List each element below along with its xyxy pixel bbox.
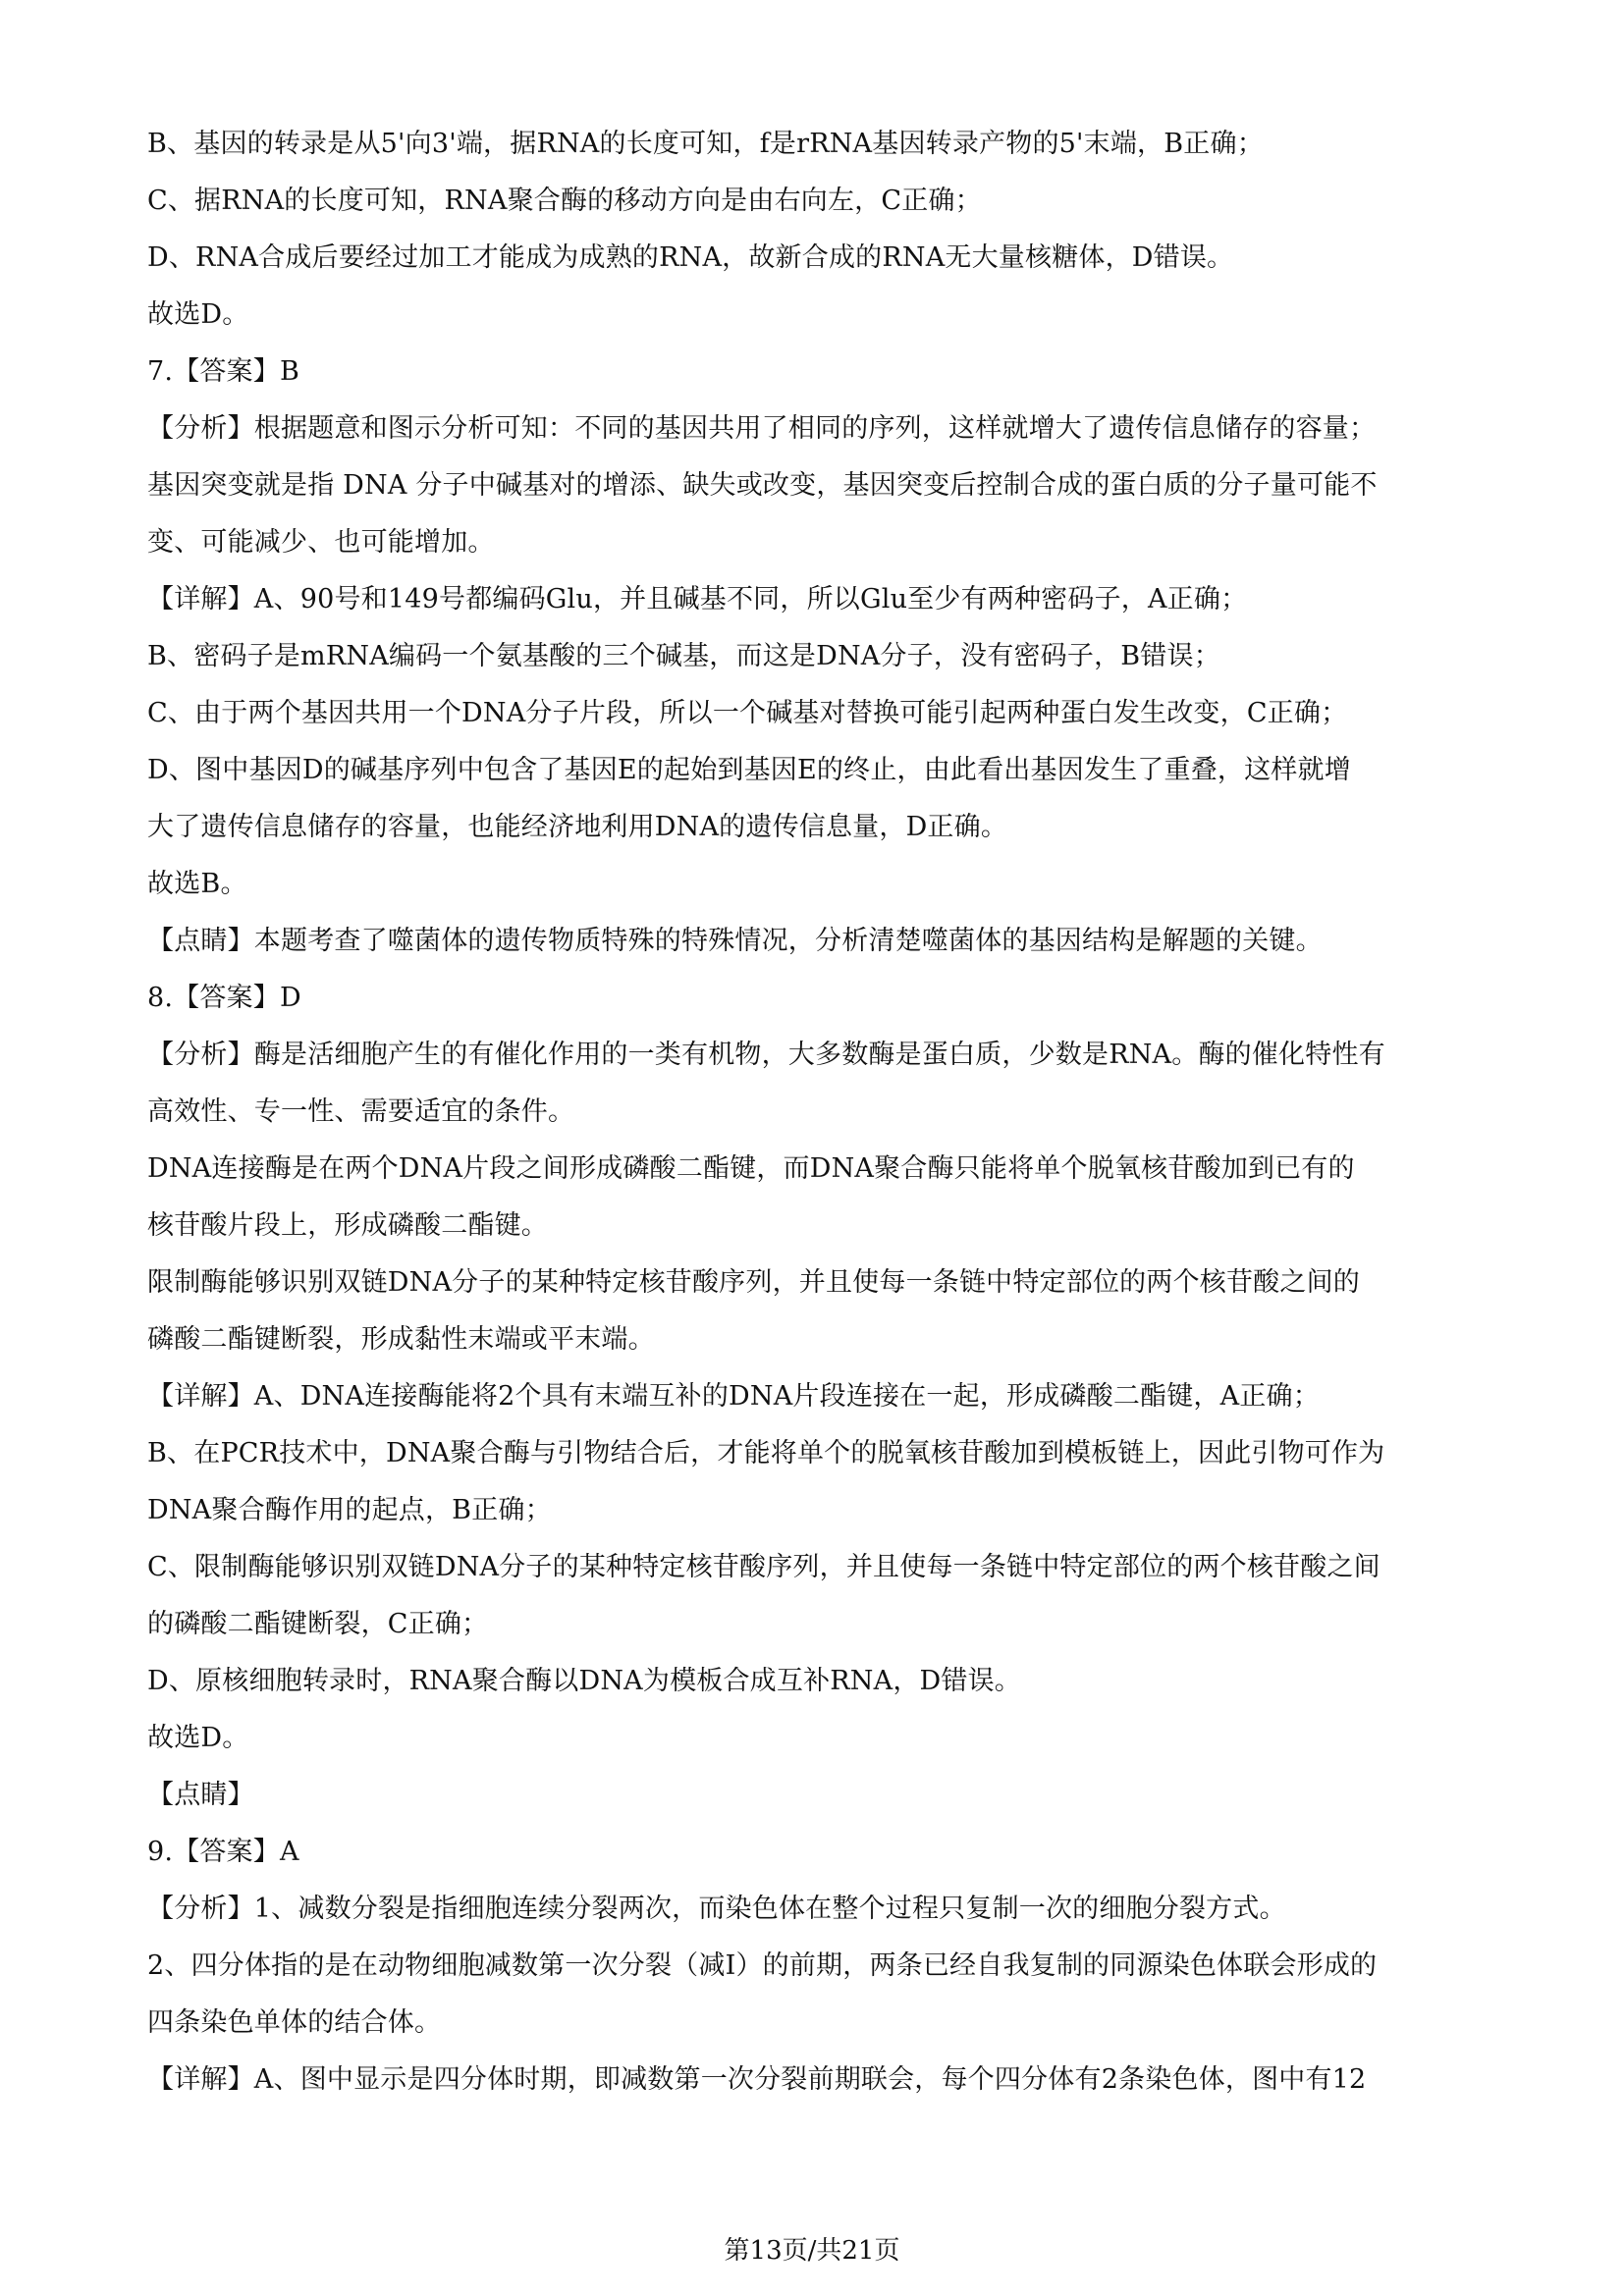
text-line: 2、四分体指的是在动物细胞减数第一次分裂（减Ⅰ）的前期，两条已经自我复制的同源染色体联会形成的 [147,1950,1378,1981]
text-line: B、在PCR技术中，DNA聚合酶与引物结合后，才能将单个的脱氧核苷酸加到模板链上，因此引物可作为 [147,1438,1385,1468]
text-line: 大了遗传信息储存的容量，也能经济地利用DNA的遗传信息量，D正确。 [147,812,1008,842]
text-line: 变、可能减少、也可能增加。 [147,527,495,558]
text-line: DNA连接酶是在两个DNA片段之间形成磷酸二酯键，而DNA聚合酶只能将单个脱氧核苷酸加到已有的 [147,1153,1355,1184]
text-line: 的磷酸二酯键断裂，C正确； [147,1609,489,1639]
text-line: 磷酸二酯键断裂，形成黏性末端或平末端。 [147,1324,655,1355]
text-line: D、原核细胞转录时，RNA聚合酶以DNA为模板合成互补RNA，D错误。 [147,1666,1021,1696]
document-body [147,125,1492,2117]
text-line: DNA聚合酶作用的起点，B正确； [147,1495,552,1525]
text-line: 【点睛】 [147,1780,254,1810]
text-line: D、图中基因D的碱基序列中包含了基因E的起始到基因E的终止，由此看出基因发生了重叠，这样就增 [147,755,1351,785]
text-line: 【详解】A、90号和149号都编码Glu，并且碱基不同，所以Glu至少有两种密码子，A正确； [147,584,1248,614]
text-line: 【详解】A、DNA连接酶能将2个具有末端互补的DNA片段连接在一起，形成磷酸二酯键，A正确； [147,1381,1320,1412]
text-line: 【分析】1、减数分裂是指细胞连续分裂两次，而染色体在整个过程只复制一次的细胞分裂方式。 [147,1894,1286,1924]
text-line: D、RNA合成后要经过加工才能成为成熟的RNA，故新合成的RNA无大量核糖体，D错误。 [147,242,1234,273]
text-line: B、基因的转录是从5'向3'端，据RNA的长度可知，f是rRNA基因转录产物的5'末端，B正确； [147,129,1264,159]
text-line: 故选D。 [147,1723,249,1753]
text-line: B、密码子是mRNA编码一个氨基酸的三个碱基，而这是DNA分子，没有密码子，B错误； [147,641,1220,671]
text-line: 故选D。 [147,299,249,330]
text-line: 8.【答案】D [147,983,301,1013]
text-line: 四条染色单体的结合体。 [147,2007,442,2038]
text-line: 故选B。 [147,869,247,899]
text-line: 【分析】酶是活细胞产生的有催化作用的一类有机物，大多数酶是蛋白质，少数是RNA。酶的催化特性有 [147,1040,1385,1070]
text-line: 核苷酸片段上，形成磷酸二酯键。 [147,1210,548,1241]
page-number: 第13页/共21页 [724,2236,900,2266]
text-line: C、由于两个基因共用一个DNA分子片段，所以一个碱基对替换可能引起两种蛋白发生改变，C正确； [147,698,1348,728]
text-line: C、据RNA的长度可知，RNA聚合酶的移动方向是由右向左，C正确； [147,186,982,216]
text-line: 【详解】A、图中显示是四分体时期，即减数第一次分裂前期联会，每个四分体有2条染色体，图中有12 [147,2064,1367,2095]
text-line: 【点睛】本题考查了噬菌体的遗传物质特殊的特殊情况，分析清楚噬菌体的基因结构是解题的关键。 [147,926,1323,956]
text-line: C、限制酶能够识别双链DNA分子的某种特定核苷酸序列，并且使每一条链中特定部位的两个核苷酸之间 [147,1552,1380,1582]
text-line: 限制酶能够识别双链DNA分子的某种特定核苷酸序列，并且使每一条链中特定部位的两个核苷酸之间的 [147,1267,1360,1298]
text-line: 基因突变就是指 DNA 分子中碱基对的增添、缺失或改变，基因突变后控制合成的蛋白质的分子量可能不 [147,470,1378,501]
text-line: 9.【答案】A [147,1837,299,1867]
text-line: 高效性、专一性、需要适宜的条件。 [147,1096,575,1127]
text-line: 7.【答案】B [147,356,300,387]
text-line: 【分析】根据题意和图示分析可知：不同的基因共用了相同的序列，这样就增大了遗传信息储存的容量； [147,413,1377,444]
